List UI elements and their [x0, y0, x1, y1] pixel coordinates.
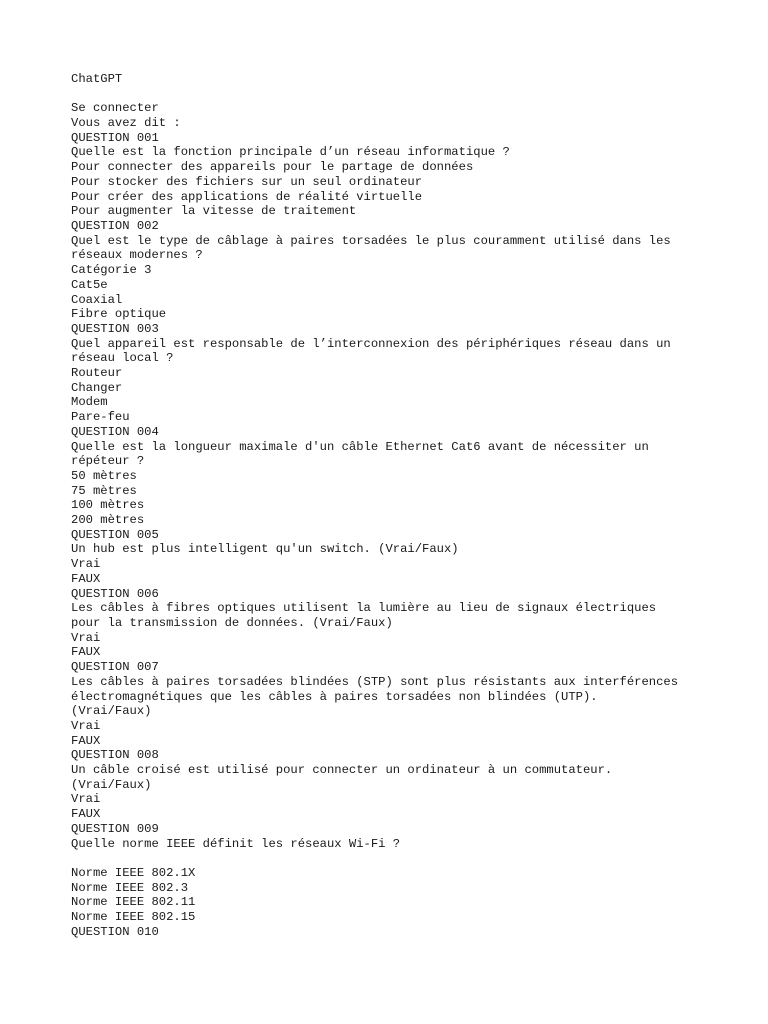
- text-line: Quelle est la fonction principale d’un réseau informatique ?: [71, 145, 510, 160]
- text-line: Vrai: [71, 718, 101, 733]
- text-line: QUESTION 005: [71, 527, 159, 542]
- text-line: (Vrai/Faux): [71, 704, 152, 719]
- text-line: Quel est le type de câblage à paires torsadées le plus couramment utilisé dans les: [71, 233, 671, 248]
- text-line: Norme IEEE 802.3: [71, 880, 189, 895]
- text-line: Norme IEEE 802.15: [71, 910, 196, 925]
- text-line: FAUX: [71, 733, 101, 748]
- text-line: 100 mètres: [71, 498, 145, 513]
- text-line: 75 mètres: [71, 483, 137, 498]
- text-line: Les câbles à fibres optiques utilisent la lumière au lieu de signaux électriques: [71, 601, 657, 616]
- text-line: FAUX: [71, 807, 101, 822]
- text-line: (Vrai/Faux): [71, 777, 152, 792]
- text-line: Norme IEEE 802.11: [71, 895, 196, 910]
- document-page: [71, 72, 721, 939]
- text-line: 200 mètres: [71, 513, 145, 528]
- text-line: Changer: [71, 380, 123, 395]
- text-line: réseau local ?: [71, 351, 174, 366]
- text-line: QUESTION 008: [71, 748, 159, 763]
- text-line: Cat5e: [71, 277, 108, 292]
- text-line: QUESTION 010: [71, 924, 159, 939]
- text-line: Vrai: [71, 792, 101, 807]
- text-line: Quel appareil est responsable de l’interconnexion des périphériques réseau dans un: [71, 336, 671, 351]
- text-line: Vrai: [71, 557, 101, 572]
- page-title: ChatGPT: [71, 72, 123, 86]
- text-line: [71, 851, 721, 866]
- text-line: QUESTION 009: [71, 821, 159, 836]
- text-line: QUESTION 002: [71, 219, 159, 233]
- speaker-label: Vous avez dit :: [71, 116, 181, 131]
- text-line: FAUX: [71, 645, 101, 660]
- text-line: Quelle norme IEEE définit les réseaux Wi-Fi ?: [71, 836, 401, 851]
- text-line: Pour augmenter la vitesse de traitement: [71, 204, 357, 219]
- text-body: [71, 131, 721, 940]
- text-line: Quelle est la longueur maximale d'un câble Ethernet Cat6 avant de nécessiter un: [71, 439, 649, 454]
- text-line: électromagnétiques que les câbles à paires torsadées non blindées (UTP).: [71, 689, 598, 704]
- text-line: Un hub est plus intelligent qu'un switch. (Vrai/Faux): [71, 542, 459, 557]
- spacer: [71, 87, 721, 102]
- text-line: Routeur: [71, 366, 123, 381]
- text-line: Catégorie 3: [71, 263, 152, 278]
- text-line: Modem: [71, 395, 108, 410]
- text-line: QUESTION 001: [71, 130, 159, 145]
- text-line: réseaux modernes ?: [71, 248, 203, 263]
- text-line: FAUX: [71, 571, 101, 586]
- text-line: Coaxial: [71, 292, 123, 307]
- text-line: Pour connecter des appareils pour le partage de données: [71, 160, 474, 175]
- text-line: Fibre optique: [71, 307, 167, 322]
- text-line: Norme IEEE 802.1X: [71, 865, 196, 880]
- text-line: Un câble croisé est utilisé pour connecter un ordinateur à un commutateur.: [71, 763, 613, 778]
- login-link[interactable]: Se connecter: [71, 101, 159, 116]
- text-line: Les câbles à paires torsadées blindées (STP) sont plus résistants aux interférences: [71, 674, 679, 689]
- text-line: 50 mètres: [71, 468, 137, 483]
- text-line: Pour stocker des fichiers sur un seul ordinateur: [71, 174, 423, 189]
- text-line: QUESTION 006: [71, 586, 159, 601]
- text-line: Vrai: [71, 630, 101, 645]
- text-line: Pour créer des applications de réalité virtuelle: [71, 189, 423, 204]
- text-line: pour la transmission de données. (Vrai/Faux): [71, 615, 393, 630]
- text-line: Pare-feu: [71, 410, 130, 425]
- text-line: QUESTION 004: [71, 424, 159, 439]
- text-line: QUESTION 003: [71, 321, 159, 336]
- text-line: QUESTION 007: [71, 660, 159, 675]
- text-line: répéteur ?: [71, 454, 145, 469]
